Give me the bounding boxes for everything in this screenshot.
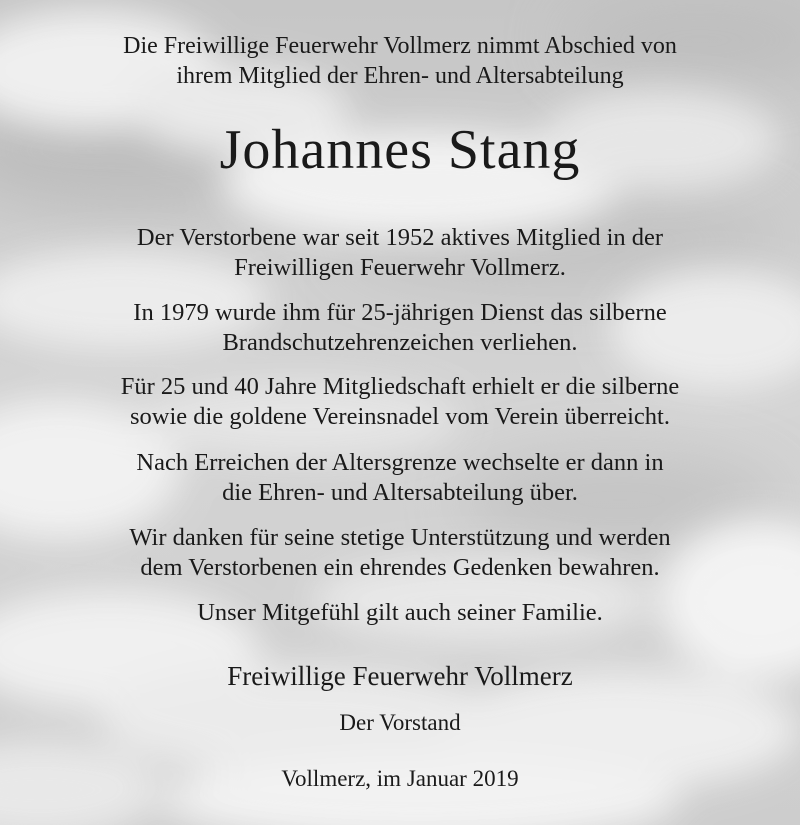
deceased-name: Johannes Stang bbox=[219, 119, 581, 181]
paragraph-6-line-1: Unser Mitgefühl gilt auch seiner Familie. bbox=[197, 599, 603, 626]
signature-board: Der Vorstand bbox=[339, 710, 461, 735]
intro-line-1: Die Freiwillige Feuerwehr Vollmerz nimmt Abschied von bbox=[123, 33, 677, 59]
paragraph-3-line-2: sowie die goldene Vereinsnadel vom Verein überreicht. bbox=[130, 403, 670, 430]
paragraph-4-line-1: Nach Erreichen der Altersgrenze wechselte er dann in bbox=[136, 449, 664, 476]
paragraph-2-line-1: In 1979 wurde ihm für 25-jährigen Dienst das silberne bbox=[133, 299, 667, 326]
place-and-date: Vollmerz, im Januar 2019 bbox=[281, 766, 519, 791]
signature-organization: Freiwillige Feuerwehr Vollmerz bbox=[227, 661, 573, 691]
paragraph-5-line-2: dem Verstorbenen ein ehrendes Gedenken bewahren. bbox=[140, 554, 660, 581]
intro-line-2: ihrem Mitglied der Ehren- und Altersabteilung bbox=[176, 63, 624, 89]
paragraph-4-line-2: die Ehren- und Altersabteilung über. bbox=[222, 479, 578, 506]
paragraph-1-line-1: Der Verstorbene war seit 1952 aktives Mitglied in der bbox=[136, 224, 664, 251]
paragraph-1-line-2: Freiwilligen Feuerwehr Vollmerz. bbox=[234, 254, 566, 281]
paragraph-2-line-2: Brandschutzehrenzeichen verliehen. bbox=[222, 329, 578, 356]
paragraph-5-line-1: Wir danken für seine stetige Unterstützung und werden bbox=[129, 524, 671, 551]
paragraph-3-line-1: Für 25 und 40 Jahre Mitgliedschaft erhielt er die silberne bbox=[120, 373, 680, 400]
